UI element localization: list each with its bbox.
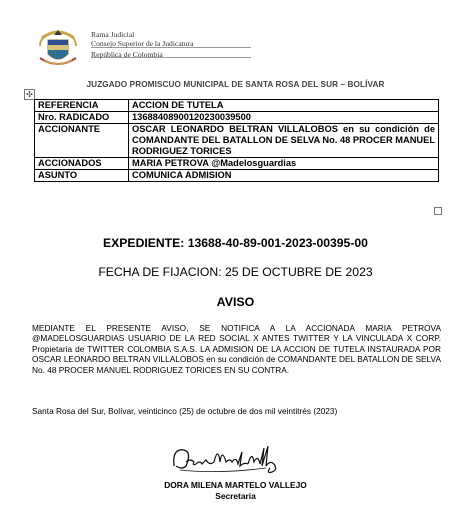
table-label: ACCIONANTE: [35, 124, 129, 158]
letterhead-line-1: Rama Judicial: [91, 30, 135, 39]
table-resize-handle-icon[interactable]: [434, 207, 442, 215]
table-value: 13688408900120230039500: [129, 112, 439, 124]
table-value[interactable]: MARIA PETROVA @Madelosguardias: [129, 158, 439, 170]
table-move-handle-icon[interactable]: ✣: [24, 89, 35, 100]
fecha-fijacion: FECHA DE FIJACION: 25 DE OCTUBRE DE 2023: [98, 265, 373, 279]
coat-of-arms-seal-icon: [36, 24, 80, 70]
signatory-role: Secretaria: [215, 491, 256, 501]
table-label: Nro. RADICADO: [35, 112, 129, 124]
letterhead-line-2: Consejo Superior de la Judicatura: [91, 39, 194, 48]
handwritten-signature: [170, 440, 288, 476]
table-row: [35, 124, 439, 158]
signatory-name: DORA MILENA MARTELO VALLEJO: [164, 480, 307, 490]
aviso-body: MEDIANTE EL PRESENTE AVISO, SE NOTIFICA A LA ACCIONADA MARIA PETROVA @MADELOSGUARDIAS USUARIO DE LA RED SOCIAL X ANTES TWITTER Y LA VINCULADA X CORP. Propietaria de TWITTER COLOMBIA S.A.S. LA ADMISION DE LA ACCION DE TUTELA INSTAURADA POR OSCAR LEONARDO BELTRAN VILLALOBOS en su condición de COMANDANTE DEL BATALLON DE SELVA No. 48 PROCER MANUEL RODRIGUEZ TORICES EN SU CONTRA.: [32, 323, 441, 375]
table-label: ASUNTO: [35, 170, 129, 182]
letterhead: [36, 24, 296, 72]
place-date: Santa Rosa del Sur, Bolívar, veinticinco (25) de octubre de dos mil veintitrés (2023): [32, 406, 338, 416]
expediente-number: EXPEDIENTE: 13688-40-89-001-2023-00395-00: [103, 236, 368, 250]
table-row: [35, 170, 439, 182]
table-label: ACCIONADOS: [35, 158, 129, 170]
table-row: [35, 100, 439, 112]
letterhead-line-3: República de Colombia: [91, 50, 163, 59]
table-value: COMUNICA ADMISION: [129, 170, 439, 182]
info-table: [34, 99, 439, 182]
table-label: REFERENCIA: [35, 100, 129, 112]
table-row: [35, 158, 439, 170]
court-title: JUZGADO PROMISCUO MUNICIPAL DE SANTA ROSA DEL SUR – BOLÍVAR: [86, 80, 385, 89]
table-value: ACCION DE TUTELA: [129, 100, 439, 112]
table-row: [35, 112, 439, 124]
table-value: OSCAR LEONARDO BELTRAN VILLALOBOS en su condición de COMANDANTE DEL BATALLON DE SELVA No. 48 PROCER MANUEL RODRIGUEZ TORICES: [129, 124, 439, 158]
letterhead-text: [91, 30, 194, 59]
aviso-title: AVISO: [216, 295, 255, 309]
